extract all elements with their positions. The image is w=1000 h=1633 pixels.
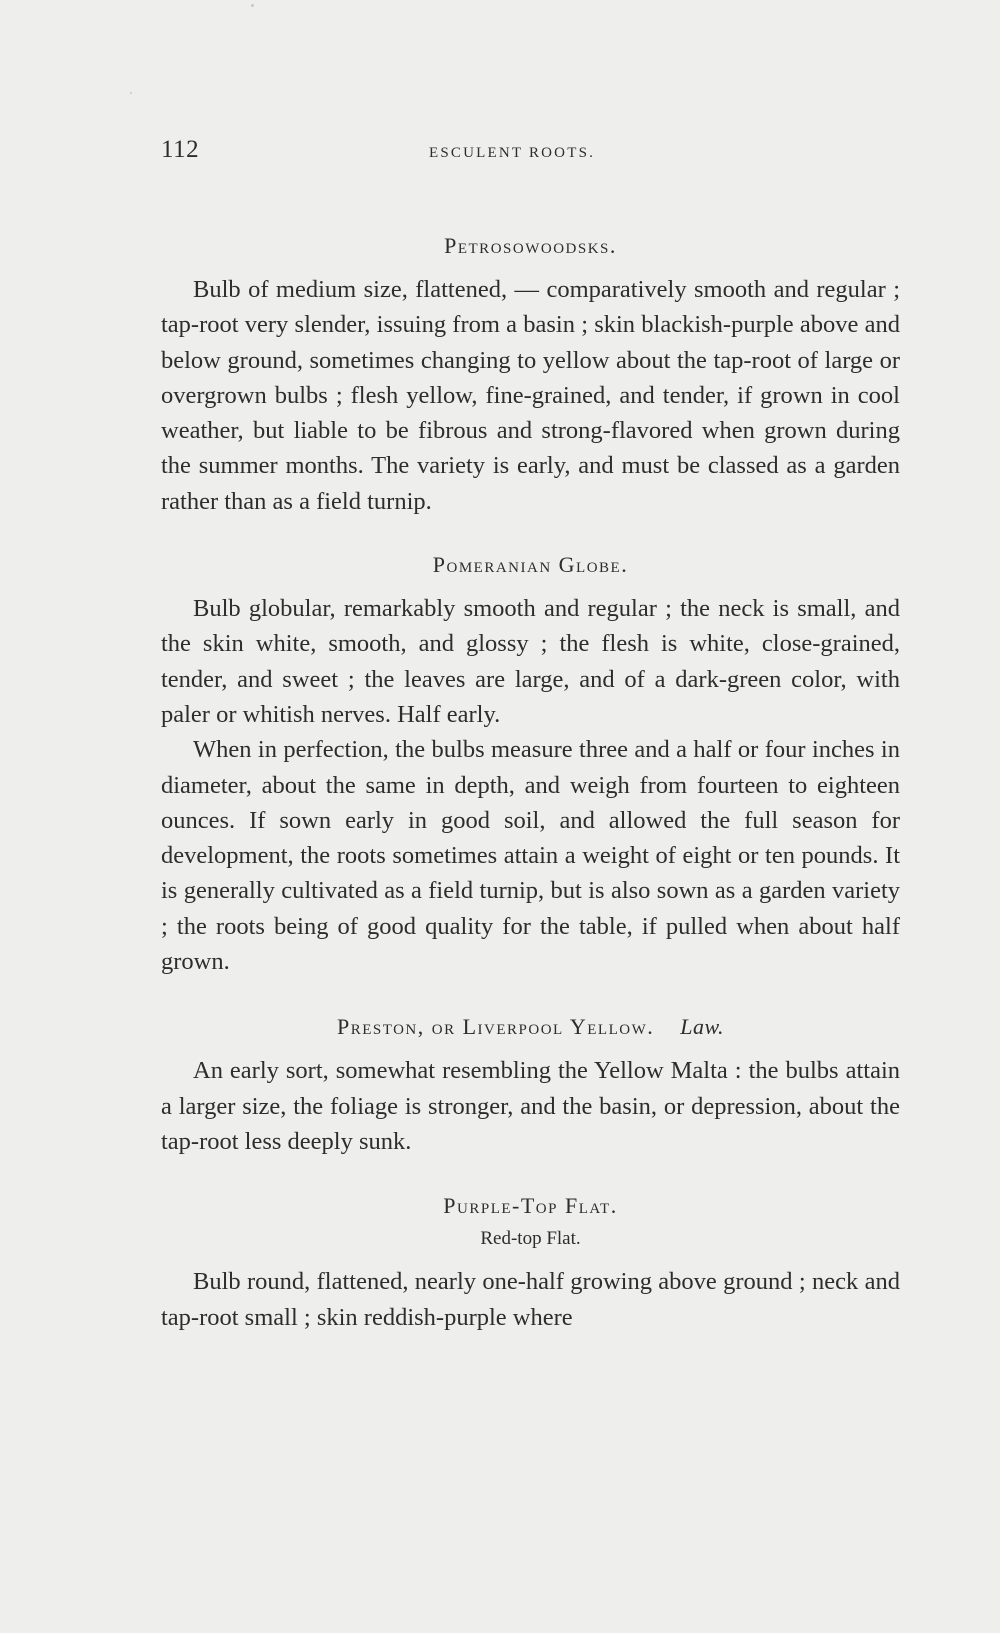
page-header <box>161 136 900 172</box>
entry-pomeranian-globe <box>161 547 900 979</box>
entry-petrosowoodsks <box>161 228 900 519</box>
body-text <box>161 228 900 1335</box>
entry-paragraph: Bulb of medium size, flattened, — comparatively smooth and regular ; tap-root very slender, issuing from a basin ; skin blackish-purple above and below ground, sometimes changing to yellow about the tap-root of large or overgrown bulbs ; flesh yellow, fine-grained, and tender, if grown in cool weather, but liable to be fibrous and strong-flavored when grown during the summer months. The variety is early, and must be classed as a garden rather than as a field turnip. <box>161 276 900 515</box>
scan-speck <box>251 4 254 7</box>
entry-title: Preston, or Liverpool Yellow. <box>336 1014 655 1040</box>
page-number: 112 <box>161 136 200 163</box>
entry-preston-liverpool-yellow <box>161 1009 900 1159</box>
entry-paragraph: Bulb round, flattened, nearly one-half growing above ground ; neck and tap-root small ; skin reddish-purple where <box>161 1268 900 1331</box>
entry-paragraph: Bulb globular, remarkably smooth and regular ; the neck is small, and the skin white, smooth, and glossy ; the flesh is white, close-grained, tender, and sweet ; the leaves are large, and of a dark-green color, with paler or whitish nerves. Half early. <box>161 595 900 728</box>
running-head: ESCULENT ROOTS. <box>429 145 596 161</box>
entry-paragraph: When in perfection, the bulbs measure three and a half or four inches in diameter, about the same in depth, and weigh from fourteen to eighteen ounces. If sown early in good soil, and allowed the full season for development, the roots sometimes attain a weight of eight or ten pounds. It is generally cultivated as a field turnip, but is also sown as a garden variety ; the roots being of good quality for the table, if pulled when about half grown. <box>161 736 900 976</box>
entry-title: Purple-Top Flat. <box>443 1193 618 1219</box>
entry-title-row <box>161 1009 900 1045</box>
entry-authority: Law. <box>680 1014 725 1040</box>
entry-purple-top-flat <box>161 1188 900 1335</box>
entry-title: Pomeranian Globe. <box>432 552 629 578</box>
entry-synonym: Red-top Flat. <box>480 1228 581 1250</box>
entry-paragraph: An early sort, somewhat resembling the Yellow Malta : the bulbs attain a larger size, the foliage is stronger, and the basin, or depression, about the tap-root less deeply sunk. <box>161 1057 900 1155</box>
entry-title: Petrosowoodsks. <box>444 233 617 258</box>
scan-speck <box>130 92 132 94</box>
